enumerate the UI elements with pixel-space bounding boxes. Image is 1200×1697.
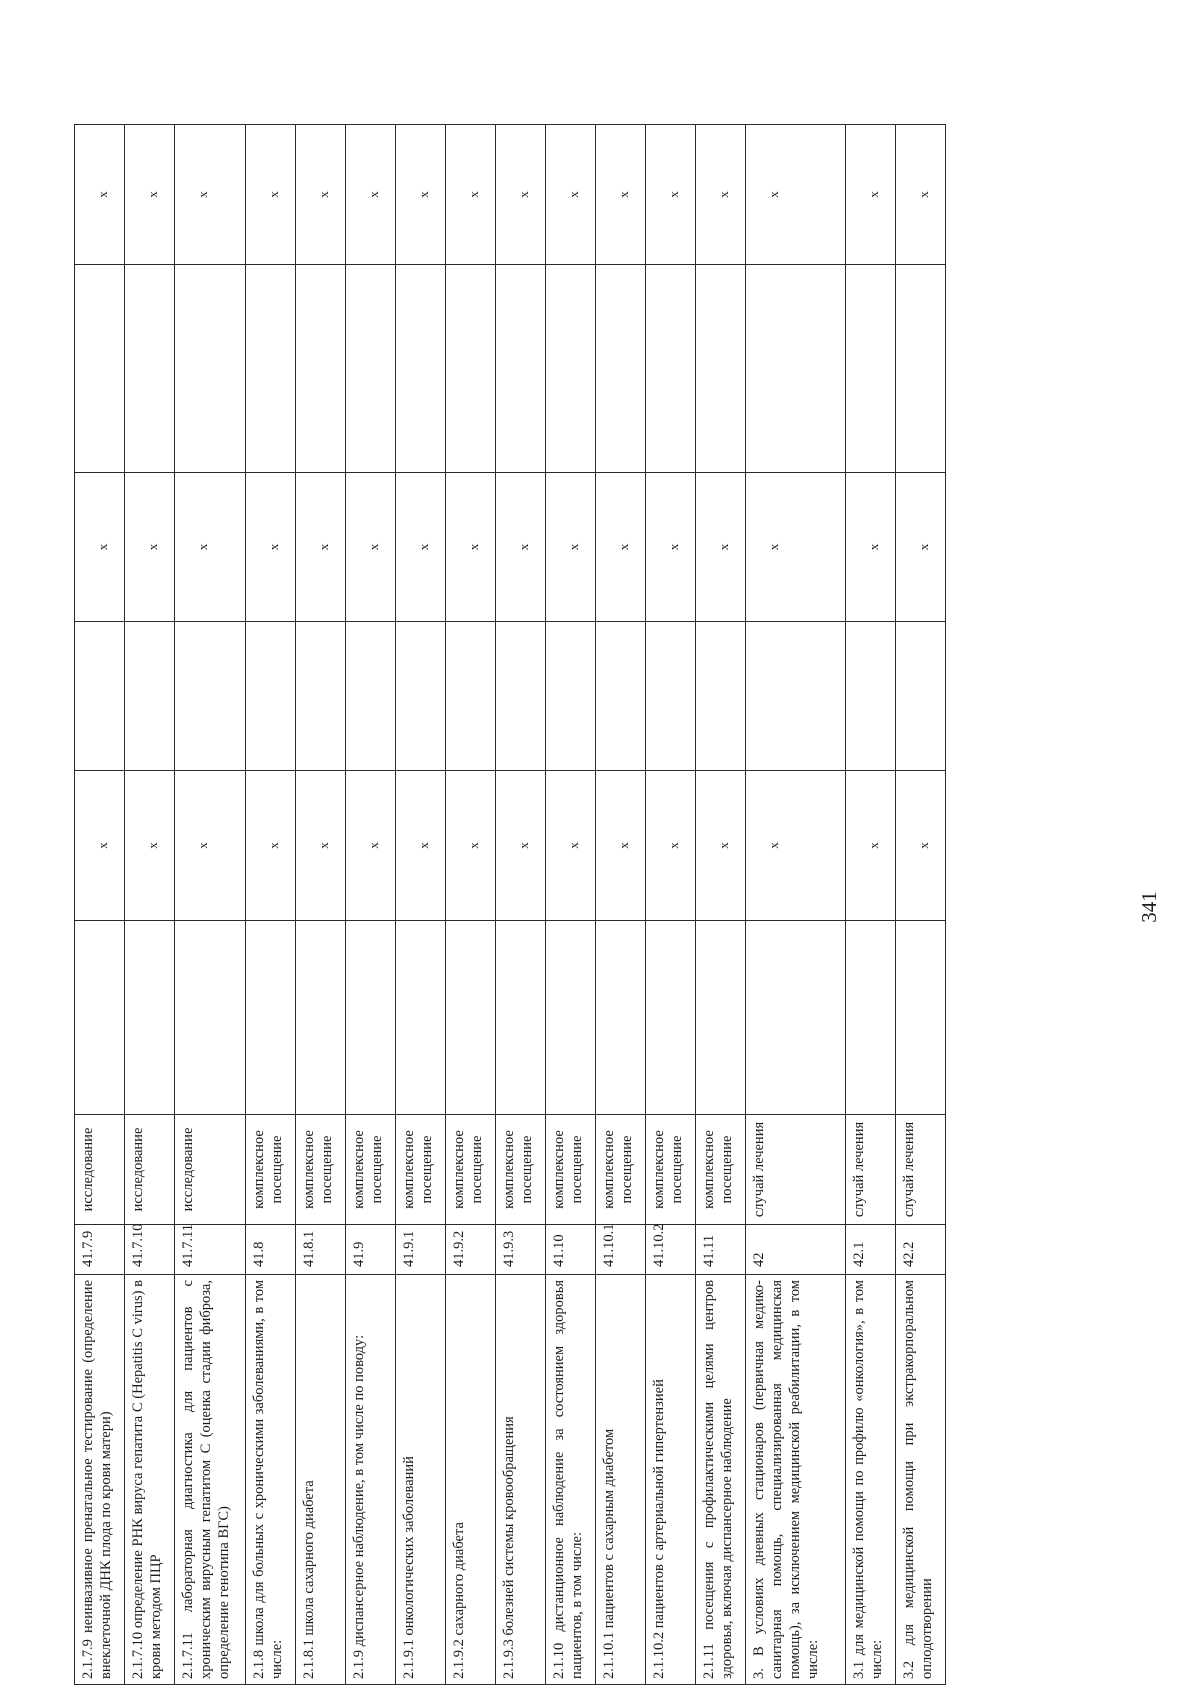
- row-value-cell: х: [446, 473, 496, 622]
- row-code-cell: 41.7.10: [125, 1225, 175, 1275]
- row-name-cell: 3.1 для медицинской помощи по профилю «онкология», в том числе:: [846, 1275, 896, 1685]
- row-value-cell: [496, 265, 546, 473]
- row-unit-cell: исследование: [75, 1115, 125, 1225]
- row-name-cell: 2.1.9 диспансерное наблюдение, в том числе по поводу:: [346, 1275, 396, 1685]
- row-value-cell: [296, 622, 346, 771]
- row-unit-cell: комплексное посещение: [246, 1115, 296, 1225]
- row-name-cell: 2.1.8.1 школа сахарного диабета: [296, 1275, 346, 1685]
- row-value-cell: х: [125, 473, 175, 622]
- row-value-cell: [125, 265, 175, 473]
- row-name-cell: 2.1.9.2 сахарного диабета: [446, 1275, 496, 1685]
- row-value-cell: х: [296, 473, 346, 622]
- row-value-cell: х: [696, 771, 746, 921]
- row-value-cell: [125, 622, 175, 771]
- row-value-cell: х: [746, 771, 846, 921]
- row-value-cell: [75, 622, 125, 771]
- row-name-cell: 2.1.9.1 онкологических заболеваний: [396, 1275, 446, 1685]
- row-unit-cell: случай лечения: [846, 1115, 896, 1225]
- table-row: [646, 125, 696, 1685]
- row-value-cell: [396, 921, 446, 1115]
- table-body: [75, 125, 946, 1685]
- row-value-cell: [746, 921, 846, 1115]
- row-unit-cell: комплексное посещение: [396, 1115, 446, 1225]
- row-unit-cell: комплексное посещение: [546, 1115, 596, 1225]
- row-value-cell: х: [75, 771, 125, 921]
- row-unit-cell: комплексное посещение: [296, 1115, 346, 1225]
- row-code-cell: 41.9.3: [496, 1225, 546, 1275]
- row-unit-cell: комплексное посещение: [696, 1115, 746, 1225]
- row-code-cell: 41.7.9: [75, 1225, 125, 1275]
- row-value-cell: [646, 622, 696, 771]
- row-name-cell: 3. В условиях дневных стационаров (первичная медико-санитарная помощь, специализированная медицинская помощь), за исключением медицинской реабилитации, в том числе:: [746, 1275, 846, 1685]
- row-value-cell: [696, 622, 746, 771]
- row-value-cell: х: [546, 125, 596, 265]
- row-name-cell: 2.1.11 посещения с профилактическими целями центров здоровья, включая диспансерное наблюдение: [696, 1275, 746, 1685]
- row-value-cell: [896, 921, 946, 1115]
- row-value-cell: [846, 622, 896, 771]
- row-value-cell: х: [846, 771, 896, 921]
- table-row: [296, 125, 346, 1685]
- row-value-cell: [175, 265, 246, 473]
- row-value-cell: [246, 622, 296, 771]
- row-value-cell: х: [896, 771, 946, 921]
- row-value-cell: х: [446, 125, 496, 265]
- table-row: [75, 125, 125, 1685]
- row-value-cell: х: [746, 473, 846, 622]
- row-unit-cell: комплексное посещение: [596, 1115, 646, 1225]
- row-value-cell: х: [696, 473, 746, 622]
- row-value-cell: [546, 622, 596, 771]
- row-value-cell: х: [696, 125, 746, 265]
- row-value-cell: х: [746, 125, 846, 265]
- row-value-cell: х: [296, 771, 346, 921]
- row-value-cell: х: [75, 473, 125, 622]
- row-value-cell: [125, 921, 175, 1115]
- row-value-cell: [246, 265, 296, 473]
- row-value-cell: [646, 921, 696, 1115]
- row-value-cell: [75, 921, 125, 1115]
- row-value-cell: [396, 622, 446, 771]
- row-value-cell: х: [125, 125, 175, 265]
- row-unit-cell: комплексное посещение: [446, 1115, 496, 1225]
- row-value-cell: х: [125, 771, 175, 921]
- row-value-cell: х: [175, 771, 246, 921]
- data-table: [74, 124, 946, 1685]
- row-value-cell: [596, 921, 646, 1115]
- row-value-cell: х: [346, 771, 396, 921]
- row-name-cell: 2.1.10 дистанционное наблюдение за состоянием здоровья пациентов, в том числе:: [546, 1275, 596, 1685]
- row-value-cell: [596, 622, 646, 771]
- row-value-cell: [346, 622, 396, 771]
- row-name-cell: 2.1.10.1 пациентов с сахарным диабетом: [596, 1275, 646, 1685]
- row-name-cell: 2.1.9.3 болезней системы кровообращения: [496, 1275, 546, 1685]
- row-value-cell: х: [246, 771, 296, 921]
- row-code-cell: 41.9: [346, 1225, 396, 1275]
- row-unit-cell: случай лечения: [896, 1115, 946, 1225]
- row-code-cell: 41.10.2: [646, 1225, 696, 1275]
- row-value-cell: х: [175, 473, 246, 622]
- row-value-cell: х: [546, 473, 596, 622]
- row-value-cell: [346, 265, 396, 473]
- row-value-cell: [446, 921, 496, 1115]
- row-name-cell: 2.1.7.9 неинвазивное пренатальное тестирование (определение внеклеточной ДНК плода по крови матери): [75, 1275, 125, 1685]
- rotated-page: [65, 0, 1200, 1697]
- row-name-cell: 3.2 для медицинской помощи при экстракорпоральном оплодотворении: [896, 1275, 946, 1685]
- row-value-cell: [696, 921, 746, 1115]
- row-value-cell: х: [396, 473, 446, 622]
- row-value-cell: [896, 622, 946, 771]
- row-value-cell: х: [396, 125, 446, 265]
- table-row: [546, 125, 596, 1685]
- row-value-cell: [546, 265, 596, 473]
- row-value-cell: х: [446, 771, 496, 921]
- row-value-cell: х: [646, 473, 696, 622]
- page-number: 341: [1137, 891, 1161, 923]
- row-value-cell: [596, 265, 646, 473]
- row-value-cell: [746, 622, 846, 771]
- row-value-cell: х: [346, 473, 396, 622]
- row-value-cell: х: [496, 473, 546, 622]
- row-code-cell: 41.11: [696, 1225, 746, 1275]
- row-value-cell: х: [646, 125, 696, 265]
- row-value-cell: х: [246, 473, 296, 622]
- row-code-cell: 41.10.1: [596, 1225, 646, 1275]
- row-value-cell: х: [896, 125, 946, 265]
- row-name-cell: 2.1.7.11 лабораторная диагностика для пациентов с хроническим вирусным гепатитом С (оценка стадии фиброза, определение генотипа ВГС): [175, 1275, 246, 1685]
- table-row: [596, 125, 646, 1685]
- row-value-cell: [546, 921, 596, 1115]
- row-value-cell: х: [846, 125, 896, 265]
- row-value-cell: [446, 622, 496, 771]
- row-value-cell: [246, 921, 296, 1115]
- table-row: [246, 125, 296, 1685]
- row-code-cell: 42: [746, 1225, 846, 1275]
- row-code-cell: 42.2: [896, 1225, 946, 1275]
- table-row: [846, 125, 896, 1685]
- row-name-cell: 2.1.10.2 пациентов с артериальной гипертензией: [646, 1275, 696, 1685]
- row-value-cell: х: [596, 473, 646, 622]
- row-value-cell: [446, 265, 496, 473]
- row-value-cell: [396, 265, 446, 473]
- row-value-cell: [646, 265, 696, 473]
- row-unit-cell: случай лечения: [746, 1115, 846, 1225]
- table-row: [446, 125, 496, 1685]
- row-code-cell: 41.9.2: [446, 1225, 496, 1275]
- row-value-cell: х: [596, 125, 646, 265]
- row-value-cell: [296, 921, 346, 1115]
- table-row: [396, 125, 446, 1685]
- row-unit-cell: комплексное посещение: [496, 1115, 546, 1225]
- row-value-cell: х: [646, 771, 696, 921]
- row-value-cell: х: [396, 771, 446, 921]
- row-code-cell: 42.1: [846, 1225, 896, 1275]
- row-value-cell: [846, 265, 896, 473]
- row-value-cell: [175, 622, 246, 771]
- row-value-cell: х: [846, 473, 896, 622]
- row-value-cell: [896, 265, 946, 473]
- table-row: [896, 125, 946, 1685]
- row-value-cell: х: [496, 771, 546, 921]
- row-unit-cell: комплексное посещение: [346, 1115, 396, 1225]
- row-unit-cell: исследование: [175, 1115, 246, 1225]
- row-value-cell: х: [596, 771, 646, 921]
- table-row: [175, 125, 246, 1685]
- row-value-cell: [496, 921, 546, 1115]
- row-code-cell: 41.10: [546, 1225, 596, 1275]
- row-code-cell: 41.7.11: [175, 1225, 246, 1275]
- row-value-cell: х: [75, 125, 125, 265]
- row-value-cell: [175, 921, 246, 1115]
- row-value-cell: х: [296, 125, 346, 265]
- row-value-cell: х: [175, 125, 246, 265]
- table-row: [125, 125, 175, 1685]
- table-row: [346, 125, 396, 1685]
- row-unit-cell: исследование: [125, 1115, 175, 1225]
- row-value-cell: [296, 265, 346, 473]
- row-value-cell: х: [246, 125, 296, 265]
- row-value-cell: [696, 265, 746, 473]
- row-value-cell: [496, 622, 546, 771]
- row-code-cell: 41.9.1: [396, 1225, 446, 1275]
- row-value-cell: [846, 921, 896, 1115]
- row-code-cell: 41.8.1: [296, 1225, 346, 1275]
- row-value-cell: х: [496, 125, 546, 265]
- table-row: [496, 125, 546, 1685]
- row-value-cell: х: [546, 771, 596, 921]
- row-value-cell: х: [346, 125, 396, 265]
- row-code-cell: 41.8: [246, 1225, 296, 1275]
- row-name-cell: 2.1.8 школа для больных с хроническими заболеваниями, в том числе:: [246, 1275, 296, 1685]
- row-value-cell: [746, 265, 846, 473]
- table-row: [746, 125, 846, 1685]
- row-value-cell: х: [896, 473, 946, 622]
- row-unit-cell: комплексное посещение: [646, 1115, 696, 1225]
- row-name-cell: 2.1.7.10 определение РНК вируса гепатита С (Hepatitis C virus) в крови методом ПЦР: [125, 1275, 175, 1685]
- row-value-cell: [346, 921, 396, 1115]
- table-row: [696, 125, 746, 1685]
- row-value-cell: [75, 265, 125, 473]
